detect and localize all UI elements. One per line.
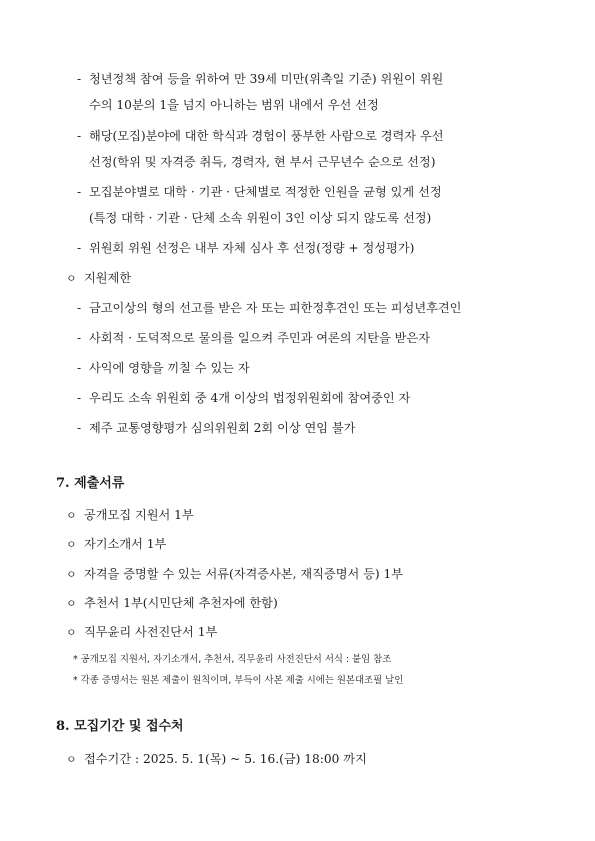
list-item <box>77 300 461 316</box>
list-item <box>77 128 444 144</box>
list-item <box>66 566 403 583</box>
dash-marker: - <box>77 331 82 345</box>
list-item <box>66 624 217 641</box>
list-item-text: 자격을 증명할 수 있는 서류(자격증사본, 재직증명서 등) 1부 <box>84 567 404 581</box>
list-item-text: 제주 교통영향평가 심의위원회 2회 이상 연임 불가 <box>89 421 356 435</box>
dash-marker: - <box>77 72 82 86</box>
list-item-text: 위원회 위원 선정은 내부 자체 심사 후 선정(정량 + 정성평가) <box>89 241 415 255</box>
footnote: * 각종 증명서는 원본 제출이 원칙이며, 부득이 사본 제출 시에는 원본대조필 날인 <box>73 675 404 686</box>
list-item-text: 접수기간 : 2025. 5. 1(목) ~ 5. 16.(금) 18:00 까지 <box>84 752 367 766</box>
list-item-text: 직무윤리 사전진단서 1부 <box>84 625 218 639</box>
dash-marker: - <box>77 361 82 375</box>
list-item <box>66 507 194 524</box>
section-heading: 8. 모집기간 및 접수처 <box>56 719 184 734</box>
footnote: * 공개모집 지원서, 자기소개서, 추천서, 직무윤리 사전진단서 서식 : 붙임 참조 <box>73 654 392 665</box>
circle-marker: ㅇ <box>66 568 77 581</box>
list-item-text: 자기소개서 1부 <box>84 537 167 551</box>
dash-marker: - <box>77 129 82 143</box>
restrictions-title-text: 지원제한 <box>84 271 132 285</box>
list-item-text: 사익에 영향을 끼칠 수 있는 자 <box>89 361 250 375</box>
dash-marker: - <box>77 421 82 435</box>
list-item-continuation: (특정 대학 · 기관 · 단체 소속 위원이 3인 이상 되지 않도록 선정) <box>89 211 432 225</box>
circle-marker: ㅇ <box>66 272 77 285</box>
list-item <box>66 536 166 553</box>
list-item <box>77 360 250 376</box>
dash-marker: - <box>77 185 82 199</box>
list-item <box>77 330 430 346</box>
list-item <box>77 390 410 406</box>
list-item <box>77 184 442 200</box>
list-item <box>66 595 278 612</box>
list-item-text: 공개모집 지원서 1부 <box>84 508 194 522</box>
list-item-text: 모집분야별로 대학 · 기관 · 단체별로 적정한 인원을 균형 있게 선정 <box>89 185 442 199</box>
list-item <box>77 71 443 87</box>
list-item-text: 해당(모집)분야에 대한 학식과 경험이 풍부한 사람으로 경력자 우선 <box>89 129 444 143</box>
circle-marker: ㅇ <box>66 753 77 766</box>
list-item <box>77 420 355 436</box>
list-item-continuation: 선정(학위 및 자격증 취득, 경력자, 현 부서 근무년수 순으로 선정) <box>89 155 436 169</box>
circle-marker: ㅇ <box>66 626 77 639</box>
dash-marker: - <box>77 391 82 405</box>
list-item-text: 청년정책 참여 등을 위하여 만 39세 미만(위촉일 기준) 위원이 위원 <box>89 72 444 86</box>
circle-marker: ㅇ <box>66 597 77 610</box>
restrictions-title <box>66 270 131 287</box>
circle-marker: ㅇ <box>66 538 77 551</box>
dash-marker: - <box>77 241 82 255</box>
circle-marker: ㅇ <box>66 509 77 522</box>
list-item <box>66 751 367 768</box>
list-item-text: 추천서 1부(시민단체 추천자에 한함) <box>84 596 278 610</box>
list-item <box>77 240 414 256</box>
list-item-continuation: 수의 10분의 1을 넘지 아니하는 범위 내에서 우선 선정 <box>89 98 379 112</box>
dash-marker: - <box>77 301 82 315</box>
list-item-text: 우리도 소속 위원회 중 4개 이상의 법정위원회에 참여중인 자 <box>89 391 411 405</box>
section-heading: 7. 제출서류 <box>56 476 125 491</box>
list-item-text: 금고이상의 형의 선고를 받은 자 또는 피한정후견인 또는 피성년후견인 <box>89 301 462 315</box>
list-item-text: 사회적 · 도덕적으로 물의를 일으켜 주민과 여론의 지탄을 받은자 <box>89 331 430 345</box>
